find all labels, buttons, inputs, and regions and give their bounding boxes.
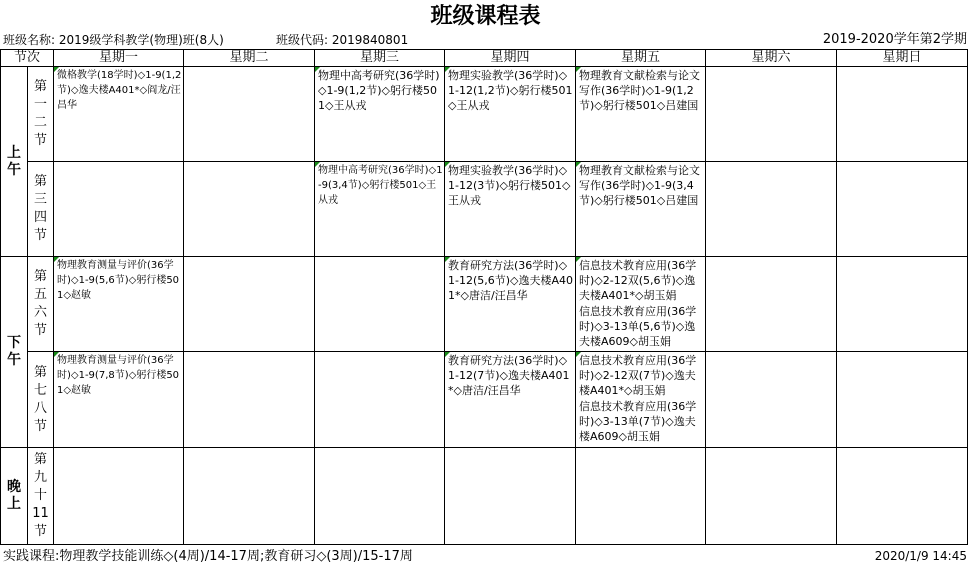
empty-cell[interactable]: [706, 67, 837, 162]
course-cell[interactable]: [445, 257, 576, 352]
slot-label: 第 五 六 节: [28, 257, 54, 352]
slot-label: 第 七 八 节: [28, 352, 54, 448]
info-bar: [0, 32, 971, 48]
note-marker-icon: [576, 257, 581, 262]
day-header-sun: 星期日: [837, 50, 968, 67]
course-entry: 微格教学(18学时)◇1-9(1,2节)◇逸夫楼A401*◇阎龙/汪昌华: [57, 70, 182, 111]
course-cell[interactable]: [445, 67, 576, 162]
day-header-wed: 星期三: [315, 50, 445, 67]
note-marker-icon: [445, 162, 450, 167]
course-cell[interactable]: [315, 67, 445, 162]
course-entry: 物理教育测量与评价(36学时)◇1-9(7,8节)◇躬行楼501◇赵敏: [57, 355, 180, 396]
empty-cell[interactable]: [706, 257, 837, 352]
course-entry: 教育研究方法(36学时)◇1-12(5,6节)◇逸夫楼A401*◇唐洁/汪昌华: [448, 259, 574, 302]
course-cell[interactable]: [445, 162, 576, 257]
table-row: [1, 162, 968, 257]
course-entry: 物理中高考研究(36学时)◇1-9(3,4节)◇躬行楼501◇王从戎: [318, 165, 443, 206]
note-marker-icon: [54, 67, 59, 72]
empty-cell[interactable]: [315, 257, 445, 352]
empty-cell[interactable]: [54, 448, 184, 545]
empty-cell[interactable]: [184, 352, 315, 448]
course-entry: 物理中高考研究(36学时)◇1-9(1,2节)◇躬行楼501◇王从戎: [318, 69, 440, 112]
class-code: 班级代码: 2019840801: [276, 33, 409, 47]
course-cell[interactable]: [315, 162, 445, 257]
schedule-table: [0, 49, 968, 545]
course-entry: 信息技术教育应用(36学时)◇3-13单(5,6节)◇逸夫楼A609◇胡玉娟: [579, 305, 697, 348]
footer-bar: [0, 548, 971, 567]
period-afternoon: 下午: [1, 257, 28, 448]
course-entry: 教育研究方法(36学时)◇1-12(7节)◇逸夫楼A401*◇唐洁/汪昌华: [448, 354, 570, 397]
term-label: 2019-2020学年第2学期: [822, 32, 967, 47]
empty-cell[interactable]: [184, 448, 315, 545]
empty-cell[interactable]: [706, 162, 837, 257]
course-entry: 物理教育文献检索与论文写作(36学时)◇1-9(1,2节)◇躬行楼501◇吕建国: [579, 69, 700, 112]
empty-cell[interactable]: [706, 352, 837, 448]
course-cell[interactable]: [54, 67, 184, 162]
empty-cell[interactable]: [445, 448, 576, 545]
empty-cell[interactable]: [837, 67, 968, 162]
course-entry: 物理教育测量与评价(36学时)◇1-9(5,6节)◇躬行楼501◇赵敏: [57, 260, 180, 301]
slot-label: 第 九 十 11 节: [28, 448, 54, 545]
note-marker-icon: [315, 67, 320, 72]
note-marker-icon: [576, 162, 581, 167]
note-marker-icon: [445, 67, 450, 72]
slot-label: 第 一 二 节: [28, 67, 54, 162]
empty-cell[interactable]: [54, 162, 184, 257]
empty-cell[interactable]: [576, 448, 706, 545]
class-name: 班级名称: 2019级学科教学(物理)班(8人): [3, 33, 224, 47]
note-marker-icon: [54, 352, 59, 357]
course-cell[interactable]: [445, 352, 576, 448]
empty-cell[interactable]: [315, 448, 445, 545]
course-entry: 信息技术教育应用(36学时)◇2-12双(7节)◇逸夫楼A401*◇胡玉娟: [579, 354, 697, 397]
day-header-fri: 星期五: [576, 50, 706, 67]
note-marker-icon: [576, 352, 581, 357]
print-timestamp: 2020/1/9 14:45: [874, 549, 967, 563]
course-entry: 信息技术教育应用(36学时)◇2-12双(5,6节)◇逸夫楼A401*◇胡玉娟: [579, 259, 697, 302]
day-header-tue: 星期二: [184, 50, 315, 67]
course-entry: 信息技术教育应用(36学时)◇3-13单(7节)◇逸夫楼A609◇胡玉娟: [579, 400, 697, 443]
empty-cell[interactable]: [315, 352, 445, 448]
table-row: [1, 67, 968, 162]
empty-cell[interactable]: [837, 257, 968, 352]
empty-cell[interactable]: [184, 67, 315, 162]
course-cell[interactable]: [576, 352, 706, 448]
course-cell[interactable]: [576, 257, 706, 352]
empty-cell[interactable]: [837, 448, 968, 545]
empty-cell[interactable]: [184, 257, 315, 352]
day-header-mon: 星期一: [54, 50, 184, 67]
table-row: [1, 448, 968, 545]
course-cell[interactable]: [576, 67, 706, 162]
period-evening: 晚上: [1, 448, 28, 545]
course-entry: 物理教育文献检索与论文写作(36学时)◇1-9(3,4节)◇躬行楼501◇吕建国: [579, 164, 700, 207]
period-column-header: 节次: [1, 50, 54, 67]
practice-courses: 实践课程:物理教学技能训练◇(4周)/14-17周;教育研习◇(3周)/15-17周: [3, 549, 413, 564]
empty-cell[interactable]: [837, 352, 968, 448]
course-entry: 物理实验教学(36学时)◇1-12(1,2节)◇躬行楼501◇王从戎: [448, 69, 573, 112]
day-header-thu: 星期四: [445, 50, 576, 67]
page-title: 班级课程表: [430, 4, 541, 29]
note-marker-icon: [315, 162, 320, 167]
slot-label: 第 三 四 节: [28, 162, 54, 257]
header-row: [1, 50, 968, 67]
empty-cell[interactable]: [706, 448, 837, 545]
note-marker-icon: [54, 257, 59, 262]
table-row: [1, 257, 968, 352]
empty-cell[interactable]: [184, 162, 315, 257]
note-marker-icon: [576, 67, 581, 72]
note-marker-icon: [445, 352, 450, 357]
course-entry: 物理实验教学(36学时)◇1-12(3节)◇躬行楼501◇王从戎: [448, 164, 571, 207]
empty-cell[interactable]: [837, 162, 968, 257]
table-row: [1, 352, 968, 448]
course-cell[interactable]: [54, 257, 184, 352]
course-cell[interactable]: [576, 162, 706, 257]
period-morning: 上午: [1, 67, 28, 257]
course-cell[interactable]: [54, 352, 184, 448]
day-header-sat: 星期六: [706, 50, 837, 67]
note-marker-icon: [445, 257, 450, 262]
